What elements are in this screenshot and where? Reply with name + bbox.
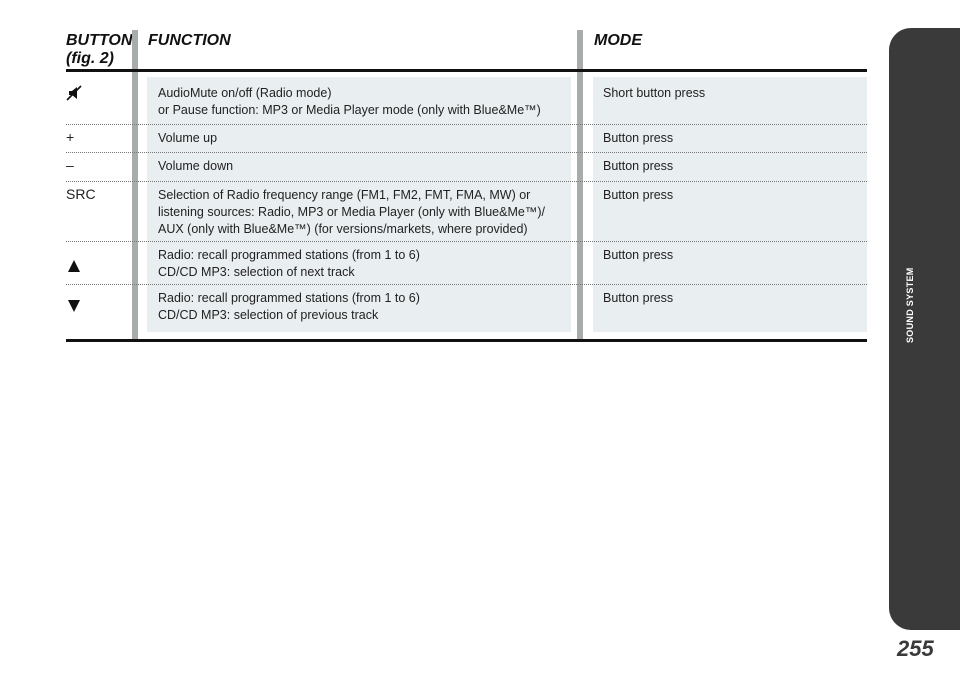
button-cell: SRC	[66, 186, 96, 202]
row-separator	[66, 241, 867, 242]
column-divider-bar	[577, 30, 583, 341]
mode-cell: Button press	[603, 188, 674, 202]
mode-cell: Button press	[603, 159, 674, 173]
chapter-label: SOUND SYSTEM	[905, 267, 915, 343]
mode-column-header: MODE	[594, 32, 642, 49]
button-header-label: BUTTON	[66, 32, 133, 49]
page-number: 255	[897, 636, 934, 661]
function-cell: Selection of Radio frequency range (FM1, FM2, FMT, FMA, MW) or listening sources: Radio, MP3 or Media Player (only with Blue&Me™)/ AUX (only with Blue&Me™) (for versions/markets, where provided)	[158, 188, 545, 236]
triangle-up-icon	[67, 259, 81, 273]
row-separator	[66, 284, 867, 285]
table-bottom-rule	[66, 339, 867, 342]
column-divider-bar	[132, 30, 138, 341]
function-cell: Volume down	[158, 159, 234, 173]
row-separator	[66, 152, 867, 153]
button-cell: +	[66, 129, 75, 145]
triangle-down-icon	[67, 299, 81, 313]
function-cell: Radio: recall programmed stations (from 1 to 6) CD/CD MP3: selection of previous track	[158, 291, 420, 322]
function-cell: Radio: recall programmed stations (from 1 to 6) CD/CD MP3: selection of next track	[158, 248, 420, 279]
mode-cell: Button press	[603, 248, 674, 262]
chapter-side-tab	[889, 28, 960, 630]
button-cell: –	[66, 157, 74, 173]
mode-cell: Button press	[603, 131, 674, 145]
button-column-header	[66, 32, 132, 68]
function-column-header: FUNCTION	[148, 32, 231, 49]
mode-cell: Button press	[603, 291, 674, 305]
button-header-fig-ref: (fig. 2)	[66, 50, 114, 67]
row-separator	[66, 181, 867, 182]
table-top-rule	[66, 69, 867, 72]
function-cell: AudioMute on/off (Radio mode) or Pause function: MP3 or Media Player mode (only with Blue&Me™)	[158, 86, 541, 117]
mute-speaker-icon	[66, 85, 82, 101]
row-separator	[66, 124, 867, 125]
function-cell: Volume up	[158, 131, 218, 145]
mode-cell: Short button press	[603, 86, 706, 100]
